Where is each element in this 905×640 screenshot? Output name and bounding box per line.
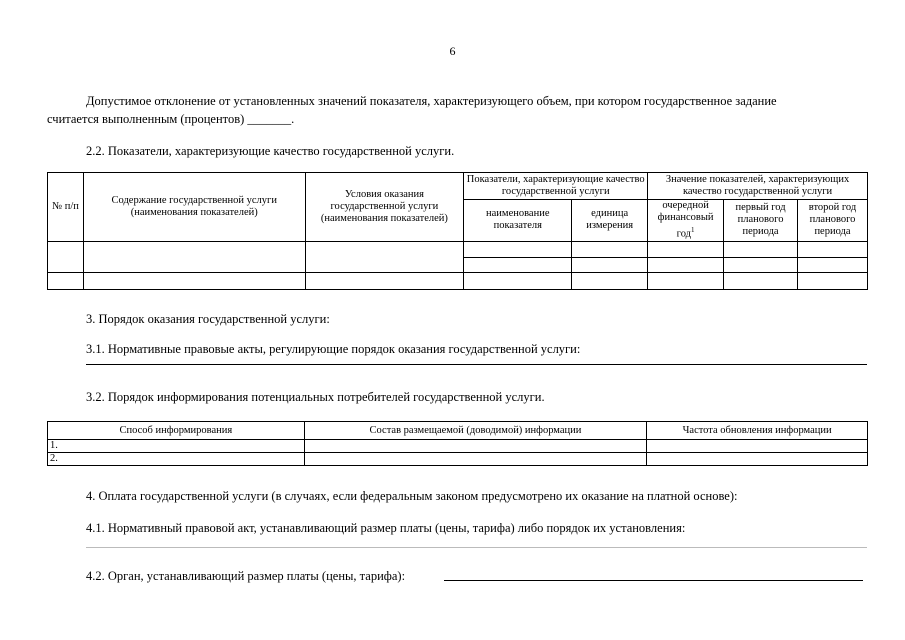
section-3-1-fill-line — [86, 364, 867, 365]
section-3-heading: 3. Порядок оказания государственной услуги: — [86, 312, 330, 326]
quality-indicators-table — [47, 172, 868, 290]
header-indicator-name: наименование показателя — [464, 200, 572, 242]
header-info-frequency: Частота обновления информации — [647, 422, 868, 440]
table-row — [48, 440, 868, 453]
section-4-2-fill-line — [444, 580, 863, 581]
header-first-plan-year: первый год планового периода — [724, 200, 798, 242]
deviation-paragraph-line1: Допустимое отклонение от установленных значений показателя, характеризующего объем, при котором государственное задание — [86, 94, 777, 108]
deviation-paragraph-line2: считается выполненным (процентов) _______. — [47, 112, 295, 126]
table-row — [48, 453, 868, 466]
row-number: 1. — [48, 440, 305, 453]
header-quality-indicators: Показатели, характеризующие качество государственной услуги — [464, 173, 648, 200]
table-row — [48, 241, 868, 257]
information-table — [47, 421, 868, 466]
section-3-1-heading: 3.1. Нормативные правовые акты, регулирующие порядок оказания государственной услуги: — [86, 342, 581, 356]
row-number: 2. — [48, 453, 305, 466]
header-conditions: Условия оказания государственной услуги (наименования показателей) — [305, 173, 464, 242]
header-second-plan-year: второй год планового периода — [798, 200, 868, 242]
table-row — [48, 272, 868, 289]
header-indicator-values: Значение показателей, характеризующих качество государственной услуги — [648, 173, 868, 200]
section-4-heading: 4. Оплата государственной услуги (в случаях, если федеральным законом предусмотрено их оказание на платной основе): — [86, 489, 738, 503]
section-4-1-fill-line — [86, 547, 867, 548]
section-3-2-heading: 3.2. Порядок информирования потенциальных потребителей государственной услуги. — [86, 390, 545, 404]
header-service-content: Содержание государственной услуги (наименования показателей) — [83, 173, 305, 242]
header-current-year: очередной финансовый год$^1$ — [648, 200, 724, 242]
header-info-content: Состав размещаемой (доводимой) информации — [304, 422, 647, 440]
section-4-2-heading: 4.2. Орган, устанавливающий размер платы (цены, тарифа): — [86, 569, 406, 583]
header-info-method: Способ информирования — [48, 422, 305, 440]
header-unit: единица измерения — [572, 200, 648, 242]
page-number: 6 — [449, 44, 456, 58]
section-2-2-heading: 2.2. Показатели, характеризующие качество государственной услуги. — [86, 144, 455, 158]
header-number: № п/п — [48, 173, 84, 242]
section-4-1-heading: 4.1. Нормативный правовой акт, устанавливающий размер платы (цены, тарифа) либо порядок их установления: — [86, 521, 686, 535]
